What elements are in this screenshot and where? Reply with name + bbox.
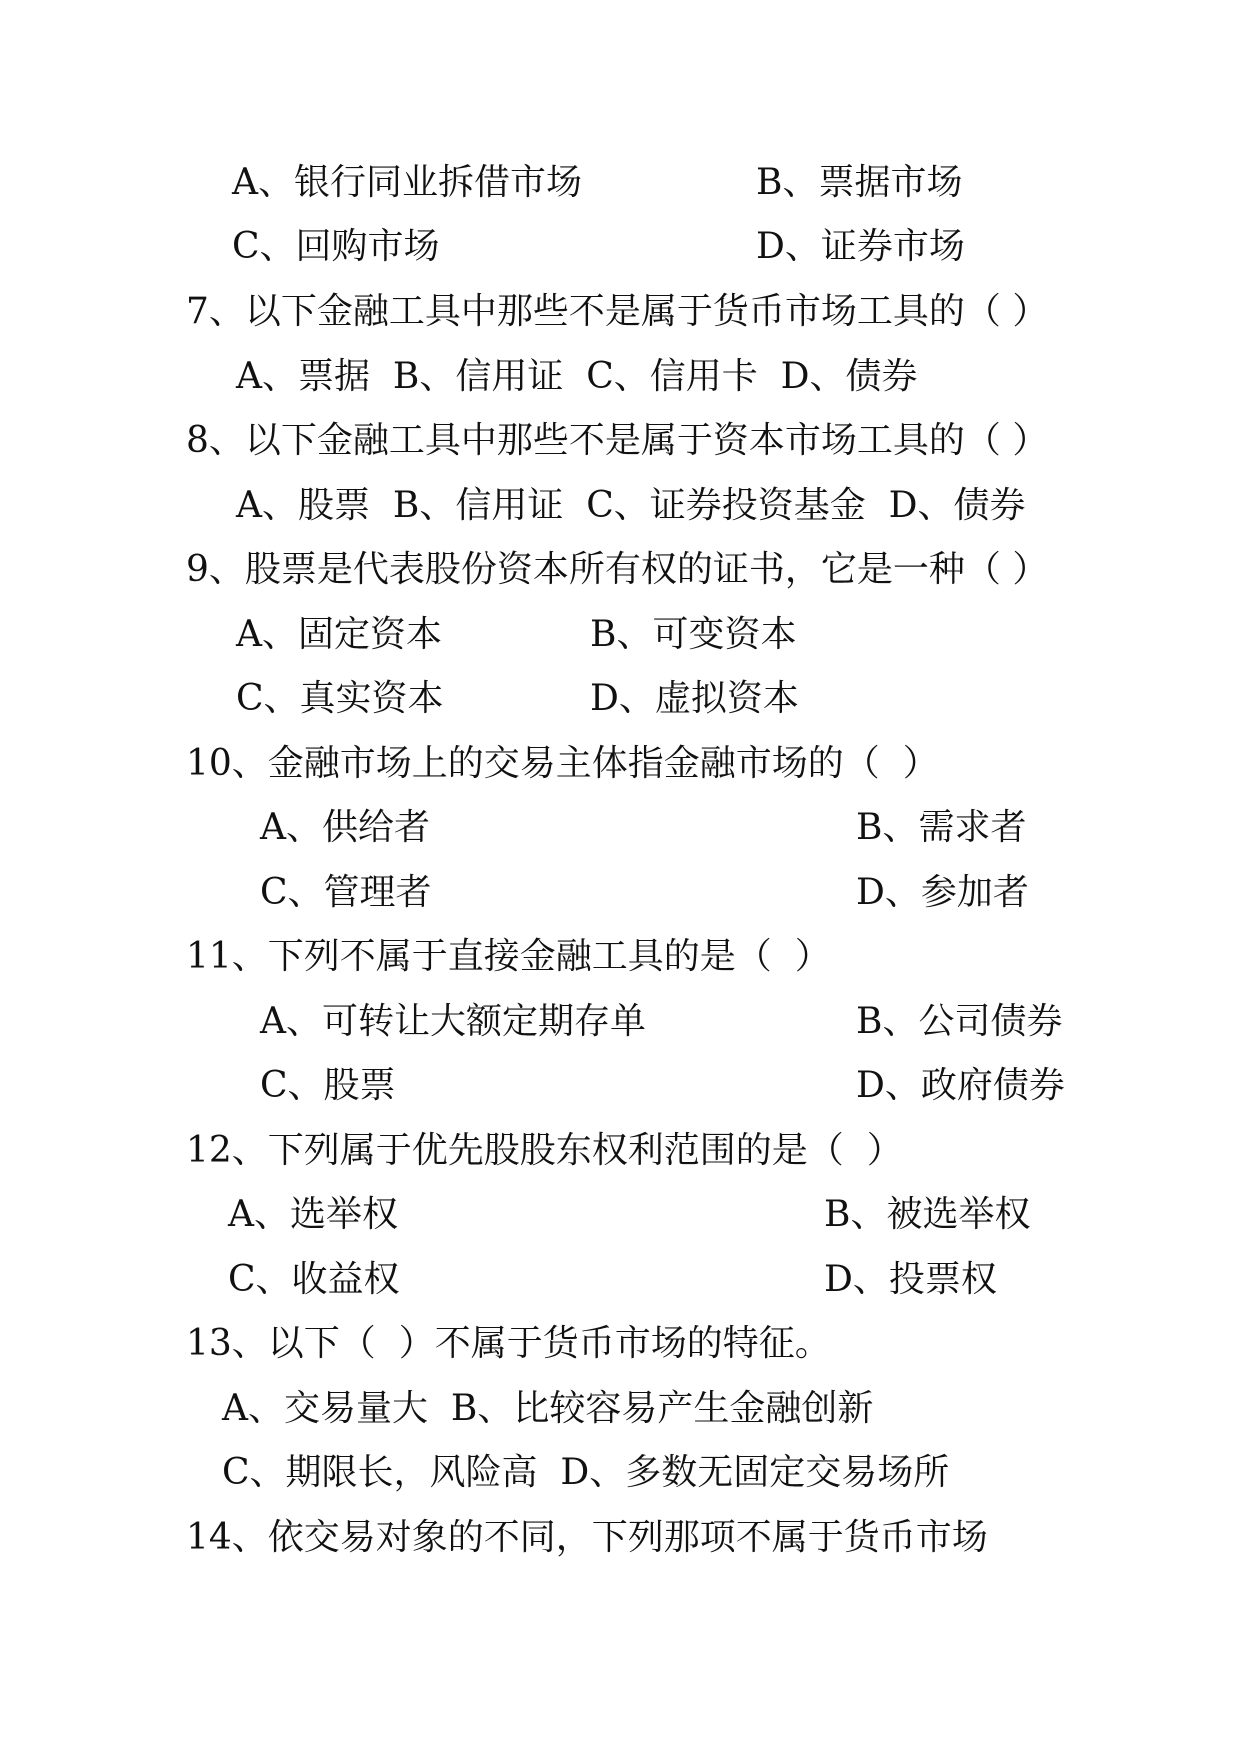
question-7: 7、以下金融工具中那些不是属于货币市场工具的（ ）	[186, 291, 1049, 332]
q13-options-cd: C、期限长，风险高 D、多数无固定交易场所	[222, 1452, 950, 1493]
q6-option-a: A、银行同业拆借市场	[232, 162, 582, 203]
q10-option-c: C、管理者	[260, 872, 432, 913]
question-13: 13、以下（ ）不属于货币市场的特征。	[186, 1323, 831, 1364]
q12-option-a: A、选举权	[228, 1194, 398, 1235]
q13-options-ab: A、交易量大 B、比较容易产生金融创新	[222, 1388, 874, 1429]
q6-option-b: B、票据市场	[756, 162, 963, 203]
question-14: 14、依交易对象的不同，下列那项不属于货币市场	[186, 1517, 988, 1558]
q11-option-c: C、股票	[260, 1065, 396, 1106]
q9-option-b: B、可变资本	[590, 614, 797, 655]
question-8: 8、以下金融工具中那些不是属于资本市场工具的（ ）	[186, 420, 1049, 461]
q9-option-d: D、虚拟资本	[590, 678, 799, 719]
q12-option-d: D、投票权	[824, 1259, 997, 1300]
question-9: 9、股票是代表股份资本所有权的证书，它是一种（ ）	[186, 549, 1049, 590]
q9-option-c: C、真实资本	[236, 678, 444, 719]
q11-option-a: A、可转让大额定期存单	[260, 1001, 646, 1042]
q11-option-d: D、政府债券	[856, 1065, 1065, 1106]
q12-option-c: C、收益权	[228, 1259, 400, 1300]
q10-option-d: D、参加者	[856, 872, 1029, 913]
question-11: 11、下列不属于直接金融工具的是（ ）	[186, 936, 831, 977]
q9-option-a: A、固定资本	[236, 614, 442, 655]
question-12: 12、下列属于优先股股东权利范围的是（ ）	[186, 1130, 903, 1171]
q6-option-d: D、证券市场	[756, 226, 965, 267]
q12-option-b: B、被选举权	[824, 1194, 1031, 1235]
q11-option-b: B、公司债券	[856, 1001, 1063, 1042]
question-10: 10、金融市场上的交易主体指金融市场的（ ）	[186, 743, 939, 784]
q10-option-b: B、需求者	[856, 807, 1027, 848]
q6-option-c: C、回购市场	[232, 226, 440, 267]
q7-options: A、票据 B、信用证 C、信用卡 D、债券	[236, 356, 918, 397]
q8-options: A、股票 B、信用证 C、证券投资基金 D、债券	[236, 485, 1026, 526]
q10-option-a: A、供给者	[260, 807, 430, 848]
